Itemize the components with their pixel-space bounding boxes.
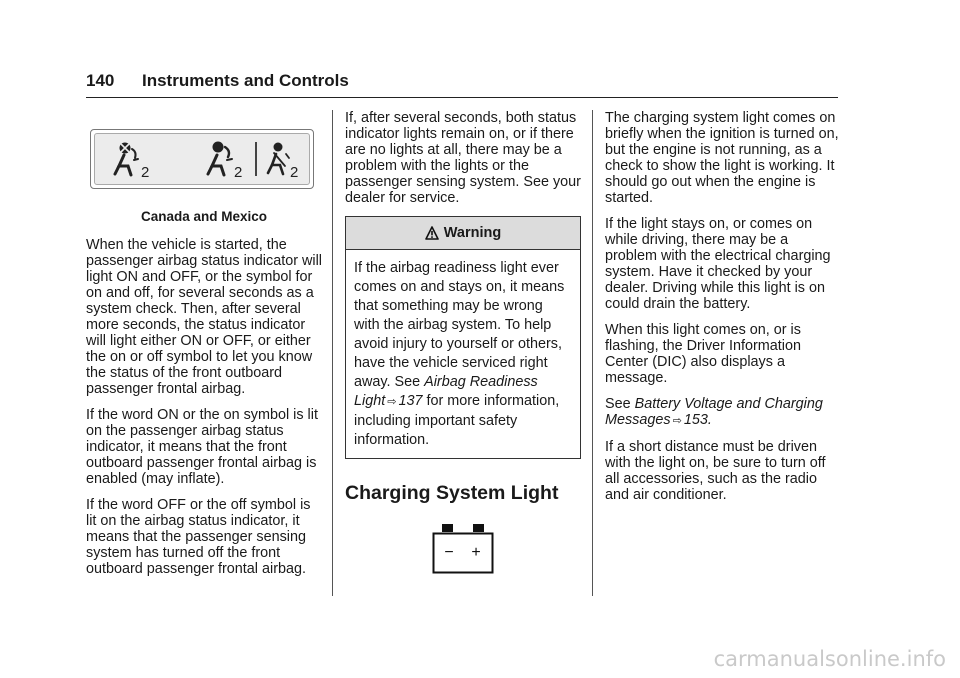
seatbelt-passenger-icon (268, 143, 289, 175)
page-number: 140 (86, 71, 115, 90)
page-reference-arrow-icon: ⇨ (387, 396, 397, 408)
panel-separator (255, 142, 257, 176)
see-reference-paragraph: See Battery Voltage and Charging Messages ⇨ 153. (605, 396, 823, 428)
airbag-on-icon (208, 142, 232, 176)
battery-icon (432, 524, 581, 578)
paragraph: The charging system light comes on briefly when the ignition is turned on, but the engine is not running, as a check to show the light is working. It should go out when the engine is started. (605, 110, 839, 206)
page-title: Instruments and Controls (142, 71, 349, 90)
page-header (86, 71, 838, 91)
panel-label-3: 2 (290, 164, 299, 181)
page-reference[interactable]: 153 (683, 412, 708, 428)
column-2 (345, 110, 581, 578)
paragraph: If, after several seconds, both status indicator lights remain on, or if there are no lights at all, there may be a problem with the lights or the passenger sensing system. See your dealer for service. (345, 110, 581, 206)
airbag-status-indicator-panel (90, 129, 314, 189)
panel-label-2: 2 (234, 164, 243, 181)
warning-text: If the airbag readiness light ever comes on and stays on, it means that something may be wrong with the airbag system. To help avoid injury to yourself or others, have the vehicle serviced right away. See Airbag Readiness Light ⇨ 137 for more information, including important safety information. (354, 260, 565, 448)
warning-triangle-icon (425, 226, 439, 240)
column-divider-1 (332, 110, 333, 596)
airbag-off-icon (115, 143, 138, 176)
warning-box (345, 216, 581, 459)
cross-reference-link[interactable]: Airbag Readiness Light (354, 374, 538, 409)
column-divider-2 (592, 110, 593, 596)
battery-minus-sign: − (444, 544, 454, 561)
paragraph: If a short distance must be driven with the light on, be sure to turn off all accessories, such as the radio and air conditioner. (605, 439, 826, 503)
warning-header (346, 217, 580, 250)
panel-label-1: 2 (141, 164, 150, 181)
header-rule (86, 97, 838, 98)
airbag-status-icons (95, 134, 309, 184)
page-reference[interactable]: 137 (398, 393, 423, 409)
warning-title: Warning (443, 225, 502, 241)
paragraph: When the vehicle is started, the passenger airbag status indicator will light ON and OFF, or the symbol for on and off, for several seconds as a system check. Then, after several more seconds, the status indicator will light either ON or OFF, or either the on or off symbol to let you know the status of the front outboard passenger frontal airbag. (86, 237, 322, 397)
section-title: Charging System Light (345, 482, 559, 504)
battery-plus-sign: + (471, 544, 481, 561)
watermark: carmanualsonline.info (713, 647, 946, 671)
column-1 (86, 110, 322, 587)
page-reference-arrow-icon: ⇨ (672, 415, 682, 427)
cross-reference-link[interactable]: Battery Voltage and Charging Messages (605, 396, 823, 428)
figure-caption: Canada and Mexico (140, 209, 268, 224)
paragraph: When this light comes on, or is flashing, the Driver Information Center (DIC) also displays a message. (605, 322, 801, 386)
paragraph: If the word ON or the on symbol is lit on the passenger airbag status indicator, it means that the front outboard passenger frontal airbag is enabled (may inflate). (86, 407, 318, 487)
column-3 (605, 110, 841, 513)
paragraph: If the word OFF or the off symbol is lit on the airbag status indicator, it means that the passenger sensing system has turned off the front outboard passenger frontal airbag. (86, 497, 311, 577)
paragraph: If the light stays on, or comes on while driving, there may be a problem with the electrical charging system. Have it checked by your dealer. Driving while this light is on could drain the battery. (605, 216, 831, 312)
